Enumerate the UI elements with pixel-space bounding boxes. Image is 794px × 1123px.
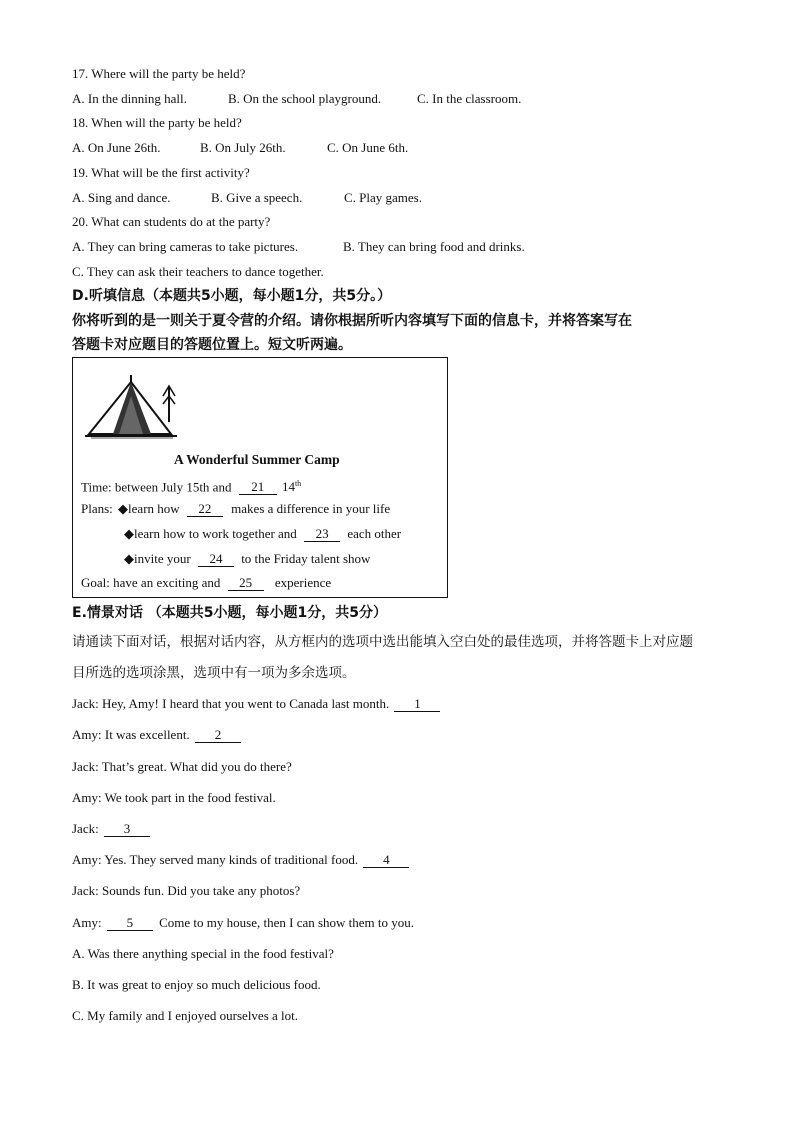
dialogue-line-5: Jack: 3 bbox=[72, 821, 150, 837]
section-e-heading: E.情景对话 （本题共5小题，每小题1分，共5分） bbox=[72, 605, 387, 621]
q17-option-a: A. In the dinning hall. bbox=[72, 91, 187, 106]
plan-1-pre: ◆learn how bbox=[118, 501, 180, 516]
blank-3[interactable]: 3 bbox=[104, 822, 150, 837]
time-end-sup: th bbox=[294, 479, 302, 488]
card-plan-1-row bbox=[81, 501, 390, 517]
plans-label: Plans: bbox=[81, 501, 113, 516]
plan-3-pre: ◆invite your bbox=[124, 551, 191, 566]
q19-option-c: C. Play games. bbox=[344, 190, 422, 205]
q19-option-a: A. Sing and dance. bbox=[72, 190, 171, 205]
blank-4[interactable]: 4 bbox=[363, 853, 409, 868]
time-label: Time: between July 15th and bbox=[81, 479, 232, 495]
card-title: A Wonderful Summer Camp bbox=[174, 452, 340, 467]
card-goal-row bbox=[81, 575, 331, 591]
q18-option-b: B. On July 26th. bbox=[200, 140, 286, 155]
dialogue-line-3: Jack: That’s great. What did you do there? bbox=[72, 759, 292, 774]
section-d-instruction-1: 你将听到的是一则关于夏令营的介绍。请你根据所听内容填写下面的信息卡，并将答案写在 bbox=[72, 313, 632, 329]
dialogue-line-4: Amy: We took part in the food festival. bbox=[72, 790, 276, 805]
dialogue-line-6: Amy: Yes. They served many kinds of traditional food. 4 bbox=[72, 852, 409, 868]
option-b: B. It was great to enjoy so much delicious food. bbox=[72, 977, 321, 992]
plan-3-post: to the Friday talent show bbox=[241, 551, 371, 566]
blank-23[interactable]: 23 bbox=[304, 527, 340, 542]
q20-option-b: B. They can bring food and drinks. bbox=[343, 239, 525, 254]
goal-pre: Goal: have an exciting and bbox=[81, 575, 221, 590]
question-19: 19. What will be the first activity? bbox=[72, 165, 250, 180]
blank-24[interactable]: 24 bbox=[198, 552, 234, 567]
goal-post: experience bbox=[274, 575, 332, 590]
card-time-row bbox=[81, 476, 301, 495]
plan-1-post: makes a difference in your life bbox=[231, 501, 391, 516]
question-18: 18. When will the party be held? bbox=[72, 115, 242, 130]
question-20: 20. What can students do at the party? bbox=[72, 214, 271, 229]
question-17: 17. Where will the party be held? bbox=[72, 66, 246, 81]
option-a: A. Was there anything special in the food festival? bbox=[72, 946, 334, 961]
dialogue-line-2: Amy: It was excellent. 2 bbox=[72, 727, 241, 743]
q18-option-a: A. On June 26th. bbox=[72, 140, 161, 155]
q20-option-c: C. They can ask their teachers to dance together. bbox=[72, 264, 324, 279]
section-d-heading: D.听填信息（本题共5小题，每小题1分，共5分。） bbox=[72, 288, 392, 304]
blank-22[interactable]: 22 bbox=[187, 502, 223, 517]
card-plan-3-row bbox=[124, 551, 370, 567]
time-end: 14 bbox=[281, 479, 295, 495]
q17-option-b: B. On the school playground. bbox=[228, 91, 382, 106]
dialogue-line-7: Jack: Sounds fun. Did you take any photos? bbox=[72, 883, 301, 898]
q18-option-c: C. On June 6th. bbox=[327, 140, 409, 155]
blank-2[interactable]: 2 bbox=[195, 728, 241, 743]
dialogue-line-1: Jack: Hey, Amy! I heard that you went to Canada last month. 1 bbox=[72, 696, 440, 712]
card-plan-2-row bbox=[124, 526, 401, 542]
blank-25[interactable]: 25 bbox=[228, 576, 264, 591]
option-c: C. My family and I enjoyed ourselves a lot. bbox=[72, 1008, 299, 1023]
plan-2-post: each other bbox=[347, 526, 402, 541]
q20-option-a: A. They can bring cameras to take pictures. bbox=[72, 239, 299, 254]
q17-option-c: C. In the classroom. bbox=[417, 91, 522, 106]
section-e-instruction-2: 目所选的选项涂黑，选项中有一项为多余选项。 bbox=[72, 665, 356, 681]
blank-1[interactable]: 1 bbox=[394, 697, 440, 712]
info-card bbox=[72, 357, 448, 598]
dialogue-line-8: Amy: 5 Come to my house, then I can show them to you. bbox=[72, 915, 415, 930]
blank-5[interactable]: 5 bbox=[107, 916, 153, 931]
blank-21[interactable]: 21 bbox=[239, 480, 277, 495]
plan-2-pre: ◆learn how to work together and bbox=[124, 526, 297, 541]
section-e-instruction-1: 请通读下面对话，根据对话内容，从方框内的选项中选出能填入空白处的最佳选项，并将答题卡上对应题 bbox=[72, 634, 693, 650]
tent-icon bbox=[83, 372, 183, 444]
section-d-instruction-2: 答题卡对应题目的答题位置上。短文听两遍。 bbox=[72, 337, 352, 353]
q19-option-b: B. Give a speech. bbox=[211, 190, 303, 205]
